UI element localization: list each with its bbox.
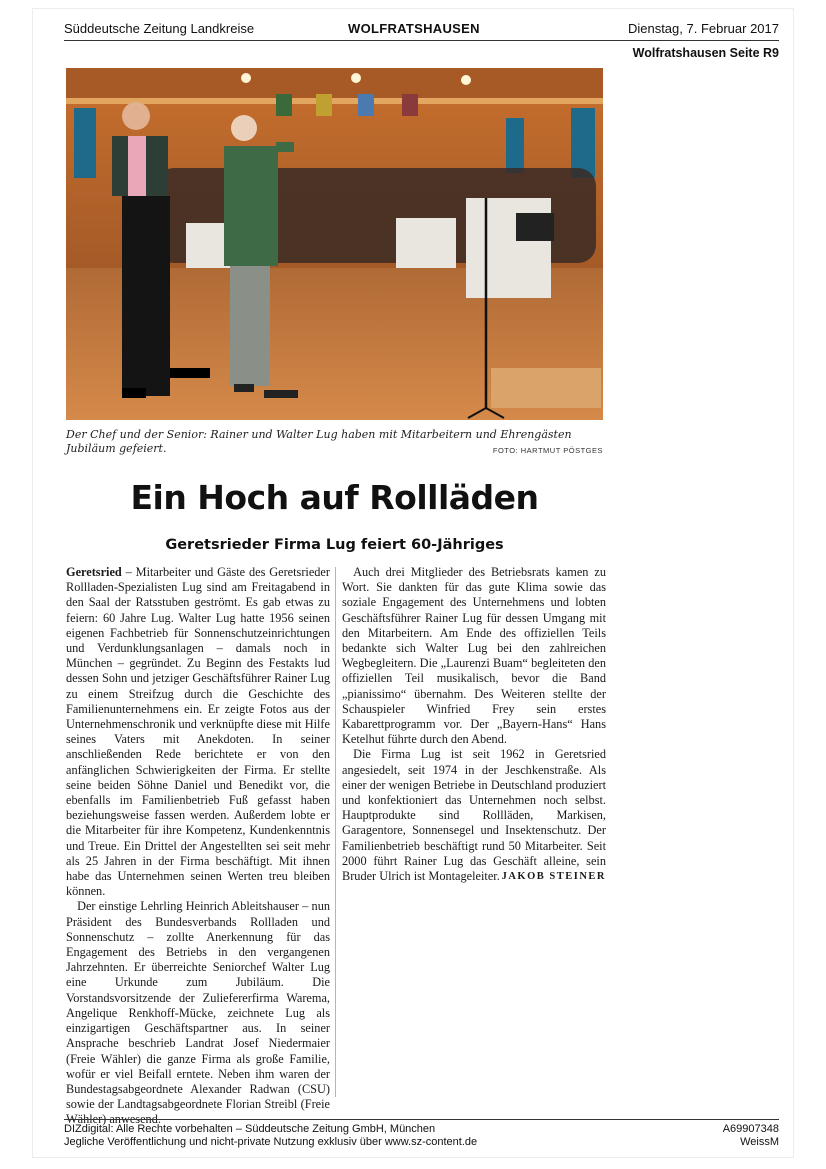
region-name: WOLFRATSHAUSEN <box>348 21 480 36</box>
column-divider <box>335 567 336 1097</box>
article-headline: Ein Hoch auf Rollläden <box>130 478 539 517</box>
article-dateline: Geretsried <box>66 565 122 579</box>
rights-line: DIZdigital: Alle Rechte vorbehalten – Süddeutsche Zeitung GmbH, München <box>64 1123 436 1135</box>
issue-date: Dienstag, 7. Februar 2017 <box>627 21 779 36</box>
article-paragraph-1 <box>66 565 330 899</box>
article-author: JAKOB STEINER <box>501 871 606 883</box>
article-paragraph-4: Die Firma Lug ist seit 1962 in Geretsried angesiedelt, seit 1974 in der Jeschkenstraße. Als einer der wenigen Betriebe in Deutschland produziert und konfektioniert das Unternehmen noch selbst. Hauptprodukte sind Rollläden, Markisen, Garagentore, Sonnensegel und Insektenschutz. Der Familienbetrieb beschäftigt rund 50 Mitarbeiter. Seit 2000 führt Rainer Lug das Geschäft alleine, sein Bruder Ulrich ist Montageleiter. <box>342 747 606 884</box>
article-paragraph-1-text: – Mitarbeiter und Gäste des Geretsrieder Rollladen-Spezialisten Lug sind am Freitagabend in den Saal der Ratsstuben geströmt. Es gab etwas zu feiern: 60 Jahre Lug. Walter Lug hatte 1956 seinen eigenen Fachbetrieb für Sonnenschutzeinrichtungen und Verdunklungsanlagen – damals noch in München – gegründet. Zu Beginn des Festakts lud dessen Sohn und jetziger Geschäftsführer Rainer Lug zu einem Streifzug durch die Geschichte des Familienunternehmens ein. Er zeigte Fotos aus der Unternehmenschronik und verknüpfte diese mit Hilfe seines Vaters mit Anekdoten. In seiner anschließenden Rede berichtete er von den anfänglichen Schwierigkeiten der Firma. Er stellte seine beiden Söhne Daniel und Benedikt vor, die ebenfalls im Familienbetrieb Fuß gefasst haben beziehungsweise fassen werden. Außerdem lobte er die Mitarbeiter für ihre Kompetenz, Kundenkenntnis und Treue. Ein Drittel der Angestellten sei seit mehr als 25 Jahren in der Firma beschäftigt. Mit ihnen habe das Unternehmen seinen Werten treu bleiben können. <box>66 565 330 899</box>
usage-line: Jegliche Veröffentlichung und nicht-private Nutzung exklusiv über www.sz-content.de <box>64 1135 478 1148</box>
photo-credit: FOTO: HARTMUT PÖSTGES <box>492 446 603 455</box>
article-paragraph-3: Auch drei Mitglieder des Betriebsrats kamen zu Wort. Sie dankten für das gute Klima sowie das soziale Engagement des Unternehmens und lobten Geschäftsführer Rainer Lug für dessen Umgang mit den Mitarbeitern. Am Ende des offiziellen Teils bedankte sich Walter Lug bei den zahlreichen Wegbegleitern. Die „Laurenzi Buam“ begleiteten den offiziellen Teil musikalisch, bevor die Band „pianissimo“ übernahm. Des Weiteren stellte der Schauspieler Winfried Frey sein erstes Kabarettprogramm vor. Der „Bayern-Hans“ Hans Ketelhut führte durch den Abend. <box>342 565 606 747</box>
article-column-right <box>342 565 606 884</box>
article-paragraph-2: Der einstige Lehrling Heinrich Ableitshauser – nun Präsident des Bundesverbands Rollladen und Sonnenschutz – zollte Anerkennung für das Engagement des Betriebs in den vergangenen Jahrzehnten. Er überreichte Seniorchef Walter Lug eine Urkunde zum Jubiläum. Die Vorstandsvorsitzende der Zuliefererfirma Warema, Angelique Renkhoff-Mücke, zeichnete Lug als einzigartigen Geschäftspartner aus. In seiner Ansprache beschrieb Landrat Josef Niedermaier (Freie Wähler) die ganze Firma als große Familie, wofür er viel Beifall erntete. Neben ihm waren der Bundestagsabgeordnete Alexander Radwan (CSU) sowie der Landtagsabgeordnete Florian Streibl (Freie Wähler) anwesend. <box>66 899 330 1127</box>
user-name: WeissM <box>740 1135 779 1148</box>
page-number: Wolfratshausen Seite R9 <box>632 46 779 60</box>
article-subheadline: Geretsrieder Firma Lug feiert 60-Jähriges <box>165 537 504 553</box>
photo-caption: Der Chef und der Senior: Rainer und Walter Lug haben mit Mitarbeitern und Ehrengästen Jubiläum gefeiert. <box>66 428 572 455</box>
page-footer <box>64 1119 779 1150</box>
document-id: A69907348 <box>722 1123 779 1135</box>
article-photo <box>66 68 603 420</box>
page-header <box>64 20 779 41</box>
article-body <box>66 565 606 1127</box>
publication-name: Süddeutsche Zeitung Landkreise <box>64 21 255 36</box>
article-column-left <box>66 565 330 1128</box>
footer-rights <box>64 1123 477 1148</box>
footer-ids <box>723 1123 779 1148</box>
photo-illustration <box>66 68 603 420</box>
